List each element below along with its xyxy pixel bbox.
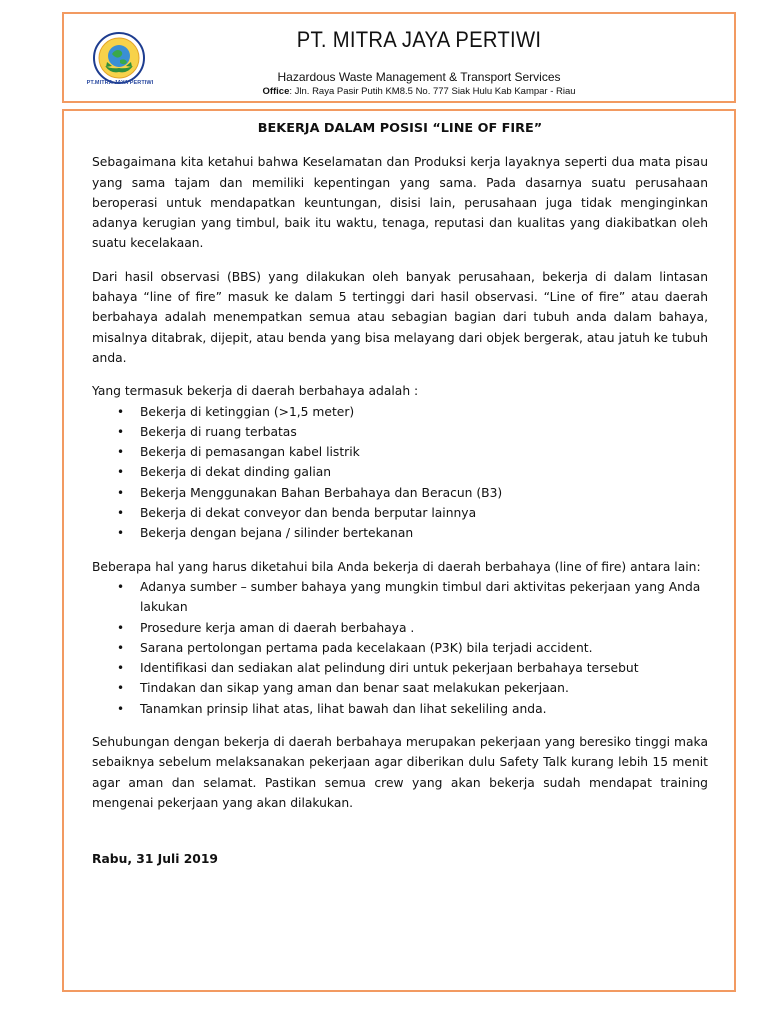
list-item: • Bekerja di ruang terbatas: [140, 422, 708, 442]
document-body: [92, 117, 708, 870]
list-item: • Identifikasi dan sediakan alat pelindung diri untuk pekerjaan berbahaya tersebut: [140, 658, 708, 678]
list-item: • Bekerja di dekat conveyor dan benda berputar lainnya: [140, 503, 708, 523]
logo-caption: PT.MITRA JAYA PERTIWI: [86, 80, 154, 86]
document-title: BEKERJA DALAM POSISI “LINE OF FIRE”: [257, 121, 543, 136]
list-item: • Bekerja dengan bejana / silinder bertekanan: [140, 523, 708, 543]
list-item: • Adanya sumber – sumber bahaya yang mungkin timbul dari aktivitas pekerjaan yang Anda lakukan: [140, 577, 708, 618]
company-services: Hazardous Waste Management & Transport Services: [277, 70, 561, 84]
recycling-globe-logo-icon: [93, 32, 145, 84]
list-item: • Bekerja di pemasangan kabel listrik: [140, 442, 708, 462]
hazard-list: [92, 402, 708, 544]
list-item: • Bekerja di ketinggian (>1,5 meter): [140, 402, 708, 422]
document-date: Rabu, 31 Juli 2019: [92, 852, 218, 867]
paragraph-conclusion: Sehubungan dengan bekerja di daerah berbahaya merupakan pekerjaan yang beresiko tinggi maka sebaiknya sebelum melaksanakan pekerjaan agar diberikan dulu Safety Talk kurang lebih 15 menit agar aman dan selamat. Pastikan semua crew yang akan bekerja sudah mendapat training mengenai pekerjaan yang akan dilakukan.: [92, 735, 708, 810]
paragraph-intro: Sebagaimana kita ketahui bahwa Keselamatan dan Produksi kerja layaknya seperti dua mata pisau yang sama tajam dan memiliki kepentingan yang sama. Pada dasarnya suatu perusahaan beroperasi untuk mendapatkan keuntungan, disisi lain, perusahaan juga tidak menginginkan adanya kerugian yang timbul, baik itu waktu, tenaga, reputasi dan kualitas yang diakibatkan oleh suatu kecelakaan.: [92, 155, 708, 251]
list-item: • Tindakan dan sikap yang aman dan benar saat melakukan pekerjaan.: [140, 678, 708, 698]
office-address-text: : Jln. Raya Pasir Putih KM8.5 No. 777 Siak Hulu Kab Kampar - Riau: [289, 86, 576, 97]
knowledge-list-intro: Beberapa hal yang harus diketahui bila Anda bekerja di daerah berbahaya (line of fire) antara lain:: [92, 559, 701, 574]
office-address: [199, 86, 639, 97]
list-item: • Sarana pertolongan pertama pada kecelakaan (P3K) bila terjadi accident.: [140, 638, 708, 658]
list-item: • Bekerja Menggunakan Bahan Berbahaya dan Beracun (B3): [140, 483, 708, 503]
letterhead: [62, 12, 736, 103]
list-item: • Bekerja di dekat dinding galian: [140, 462, 708, 482]
company-name: PT. MITRA JAYA PERTIWI: [296, 27, 542, 52]
list-item: • Prosedure kerja aman di daerah berbahaya .: [140, 618, 708, 638]
list-item: • Tanamkan prinsip lihat atas, lihat bawah dan lihat sekeliling anda.: [140, 699, 708, 719]
hazard-list-intro: Yang termasuk bekerja di daerah berbahaya adalah :: [92, 384, 419, 399]
knowledge-list: [92, 577, 708, 719]
paragraph-observation: Dari hasil observasi (BBS) yang dilakukan oleh banyak perusahaan, bekerja di dalam lintasan bahaya “line of fire” masuk ke dalam 5 tertinggi dari hasil observasi. “Line of fire” atau daerah berbahaya adalah menempatkan semua atau sebagian bagian dari tubuh anda dalam bahaya, misalnya ditabrak, dijepit, atau benda yang bisa melayang dari objek bergerak, atau jatuh ke tubuh anda.: [92, 269, 708, 365]
office-label: Office: [262, 86, 290, 97]
